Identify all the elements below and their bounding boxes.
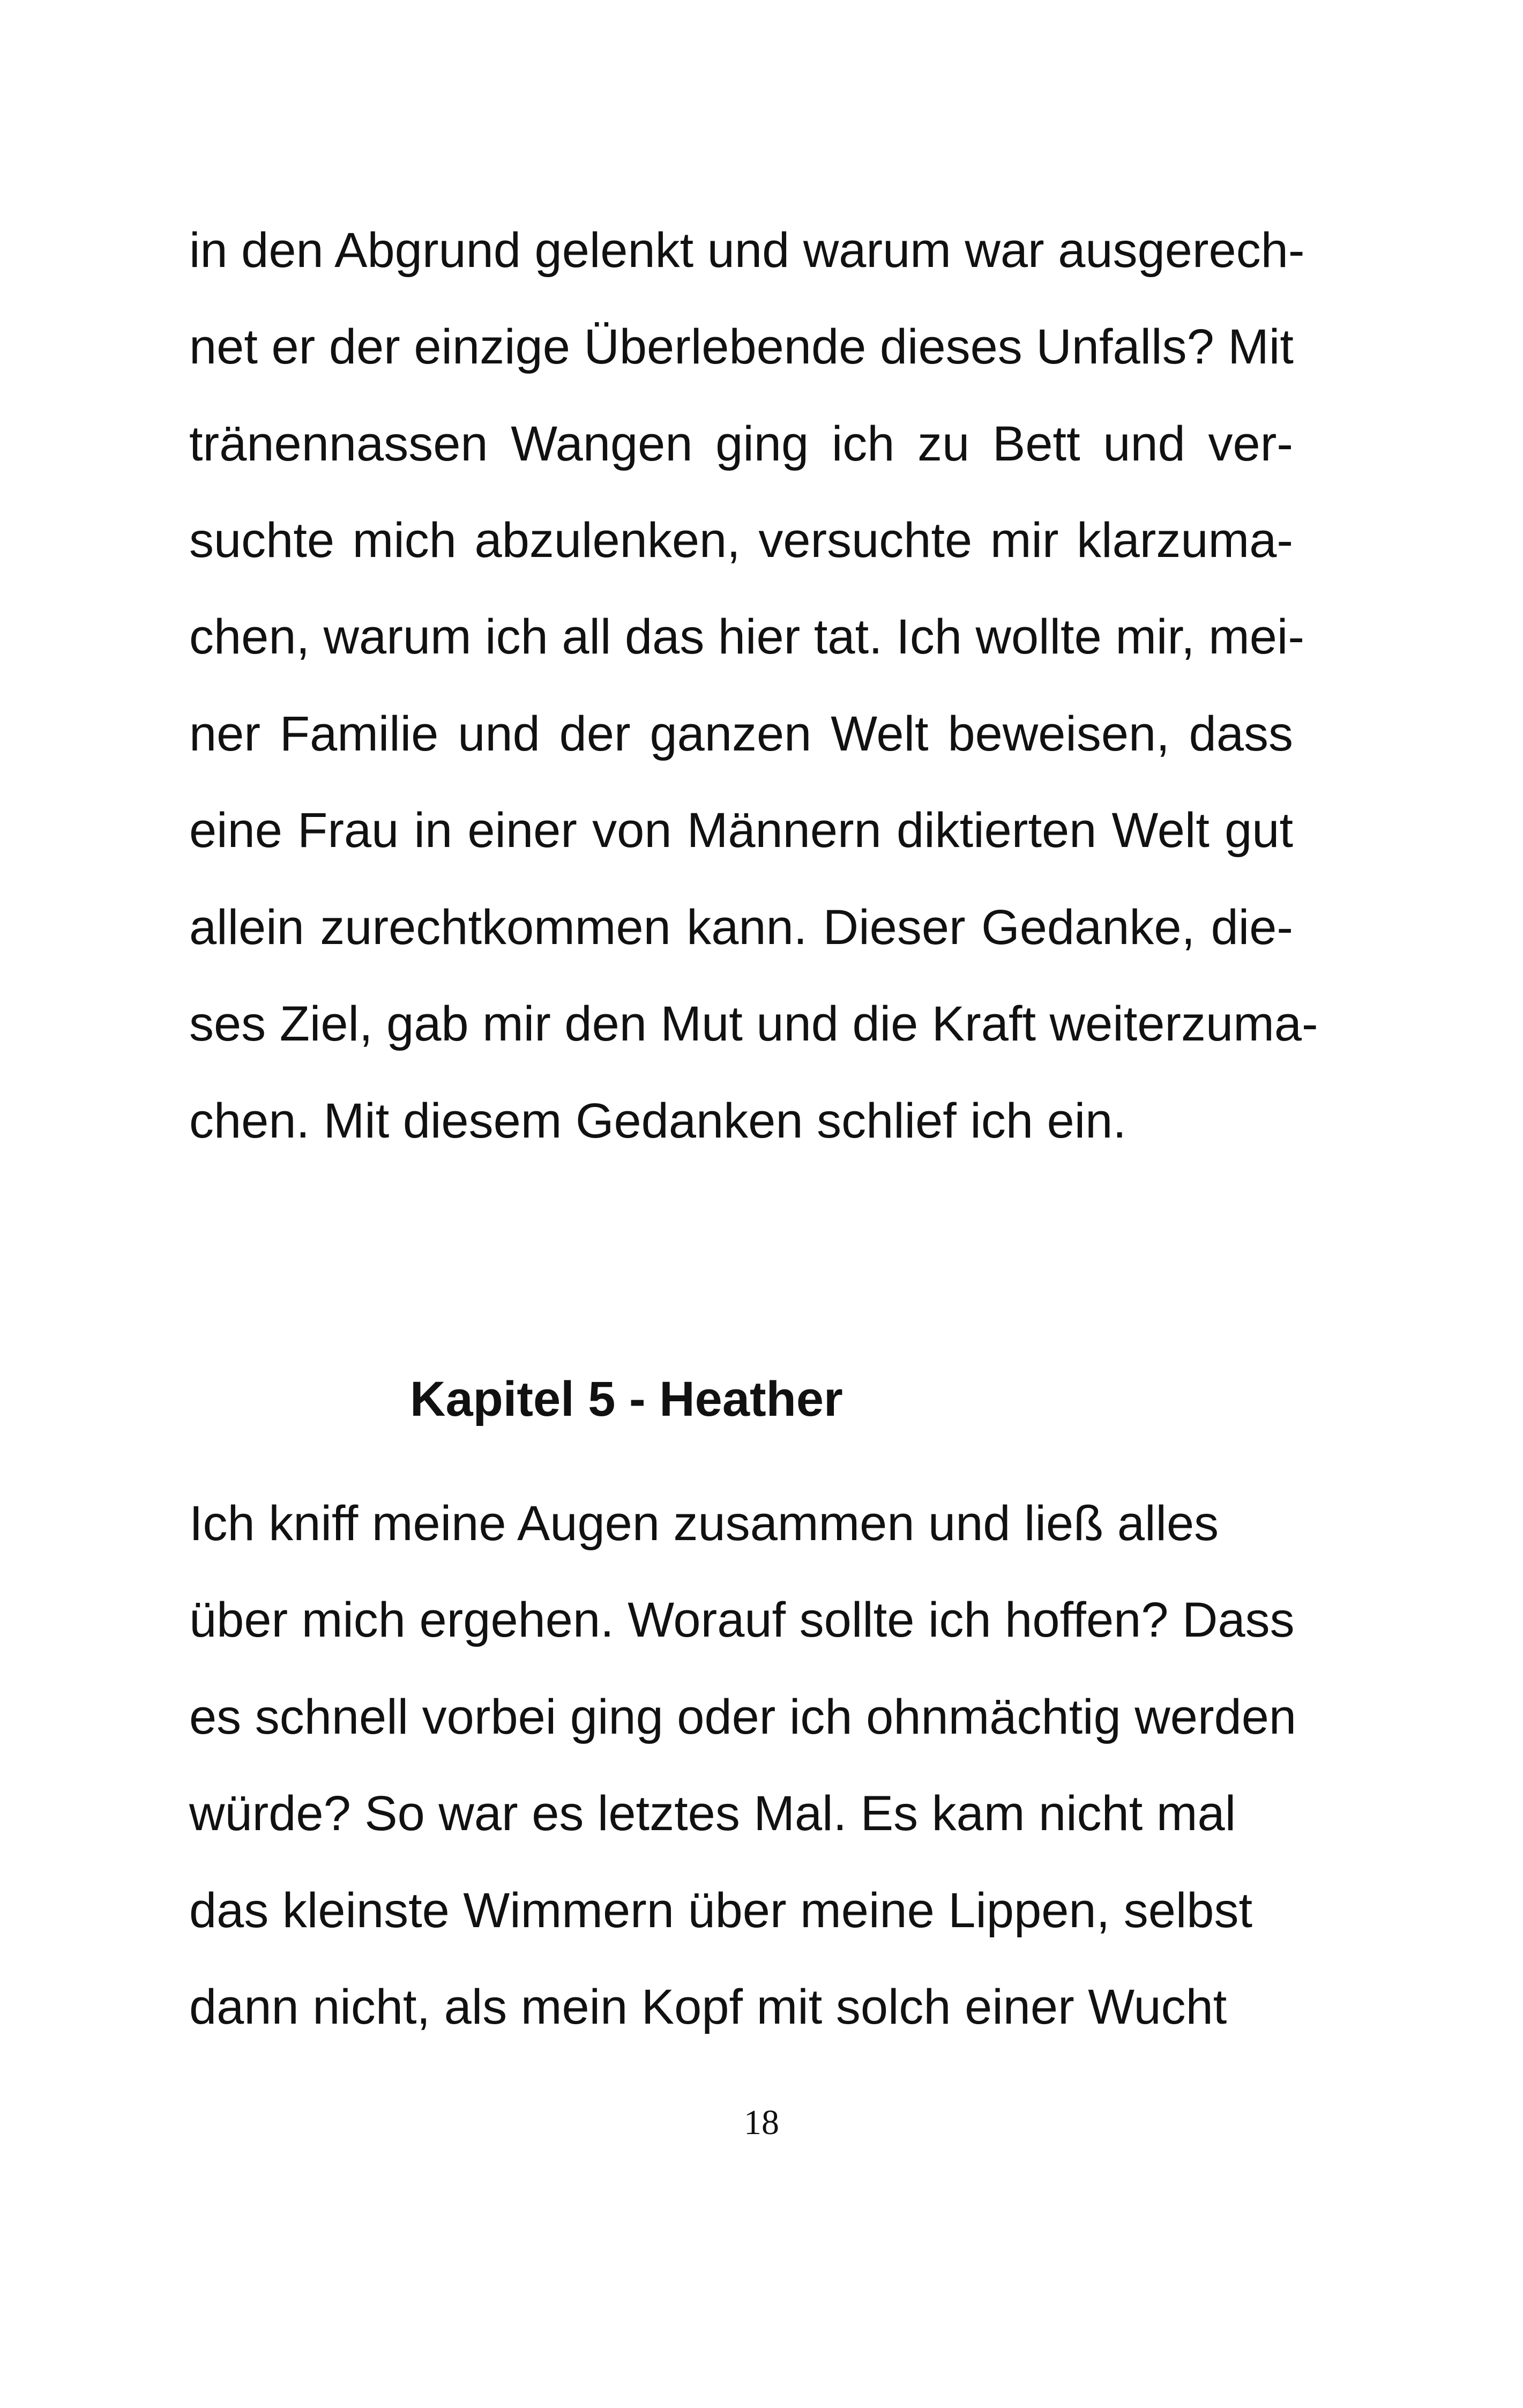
text-line: dann nicht, als mein Kopf mit solch einer Wucht xyxy=(189,1980,1227,2034)
text-line: chen, warum ich all das hier tat. Ich wollte mir, mei- xyxy=(189,610,1304,664)
page-number: 18 xyxy=(744,2103,779,2142)
chapter-heading: Kapitel 5 - Heather xyxy=(410,1372,843,1426)
text-line: suchte mich abzulenken, versuchte mir klarzuma- xyxy=(189,513,1293,568)
text-line: das kleinste Wimmern über meine Lippen, selbst xyxy=(189,1883,1253,1938)
text-line: in den Abgrund gelenkt und warum war ausgerech- xyxy=(189,223,1305,278)
text-line: eine Frau in einer von Männern diktierten Welt gut xyxy=(189,803,1293,858)
text-line: net er der einzige Überlebende dieses Unfalls? Mit xyxy=(189,319,1294,374)
text-line: es schnell vorbei ging oder ich ohnmächtig werden xyxy=(189,1690,1297,1744)
text-line: allein zurechtkommen kann. Dieser Gedanke, die- xyxy=(189,900,1293,955)
text-line: über mich ergehen. Worauf sollte ich hoffen? Dass xyxy=(189,1593,1295,1647)
text-line: ner Familie und der ganzen Welt beweisen, dass xyxy=(189,707,1293,761)
text-line: ses Ziel, gab mir den Mut und die Kraft weiterzuma- xyxy=(189,997,1318,1051)
text-line: chen. Mit diesem Gedanken schlief ich ein. xyxy=(189,1094,1126,1148)
text-line: Ich kniff meine Augen zusammen und ließ alles xyxy=(189,1496,1219,1551)
text-line: tränennassen Wangen ging ich zu Bett und ver- xyxy=(189,417,1293,471)
text-line: würde? So war es letztes Mal. Es kam nicht mal xyxy=(189,1786,1236,1841)
